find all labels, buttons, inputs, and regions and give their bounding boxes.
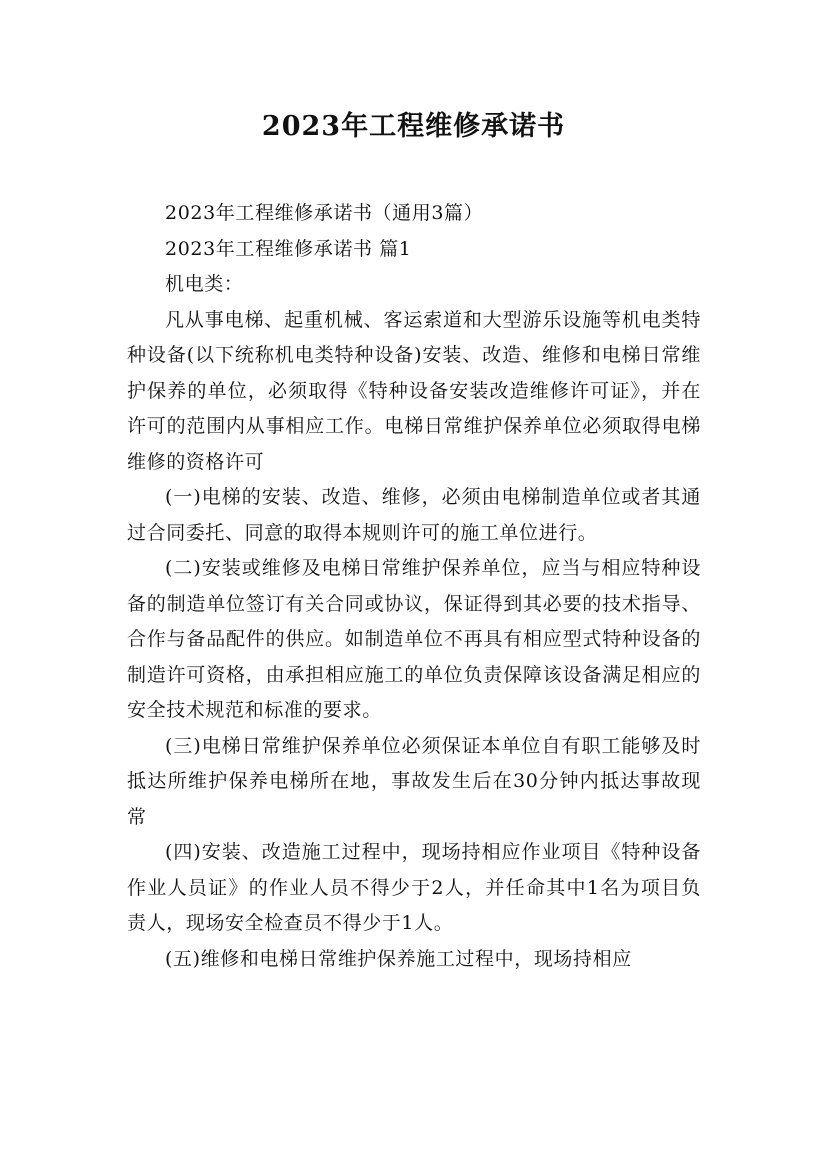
subtitle-paragraph: 2023年工程维修承诺书（通用3篇） <box>165 202 484 224</box>
body-paragraph: 凡从事电梯、起重机械、客运索道和大型游乐设施等机电类特种设备(以下统称机电类特种设备)安装、改造、维修和电梯日常维护保养的单位，必须取得《特种设备安装改造维修许可证》，并在许可的范围内从事相应工作。电梯日常维护保养单位必须取得电梯维修的资格许可 <box>127 308 701 473</box>
body-paragraph: (三)电梯日常维护保养单位必须保证本单位自有职工能够及时抵达所维护保养电梯所在地，事故发生后在30分钟内抵达事故现常 <box>127 734 701 828</box>
body-paragraph: (五)维修和电梯日常维护保养施工过程中，现场持相应 <box>165 947 632 970</box>
section-heading: 2023年工程维修承诺书 篇1 <box>165 237 412 260</box>
document-title: 2023年工程维修承诺书 <box>261 111 566 142</box>
body-paragraph: (四)安装、改造施工过程中，现场持相应作业项目《特种设备作业人员证》的作业人员不得少于2人，并任命其中1名为项目负责人，现场安全检查员不得少于1人。 <box>127 841 701 934</box>
body-paragraph: (一)电梯的安装、改造、维修，必须由电梯制造单位或者其通过合同委托、同意的取得本规则许可的施工单位进行。 <box>127 486 701 544</box>
body-paragraph: (二)安装或维修及电梯日常维护保养单位，应当与相应特种设备的制造单位签订有关合同或协议，保证得到其必要的技术指导、合作与备品配件的供应。如制造单位不再具有相应型式特种设备的制造许可资格，由承担相应施工的单位负责保障该设备满足相应的安全技术规范和标准的要求。 <box>127 557 701 721</box>
document-body <box>127 196 701 977</box>
category-label: 机电类： <box>165 273 244 295</box>
